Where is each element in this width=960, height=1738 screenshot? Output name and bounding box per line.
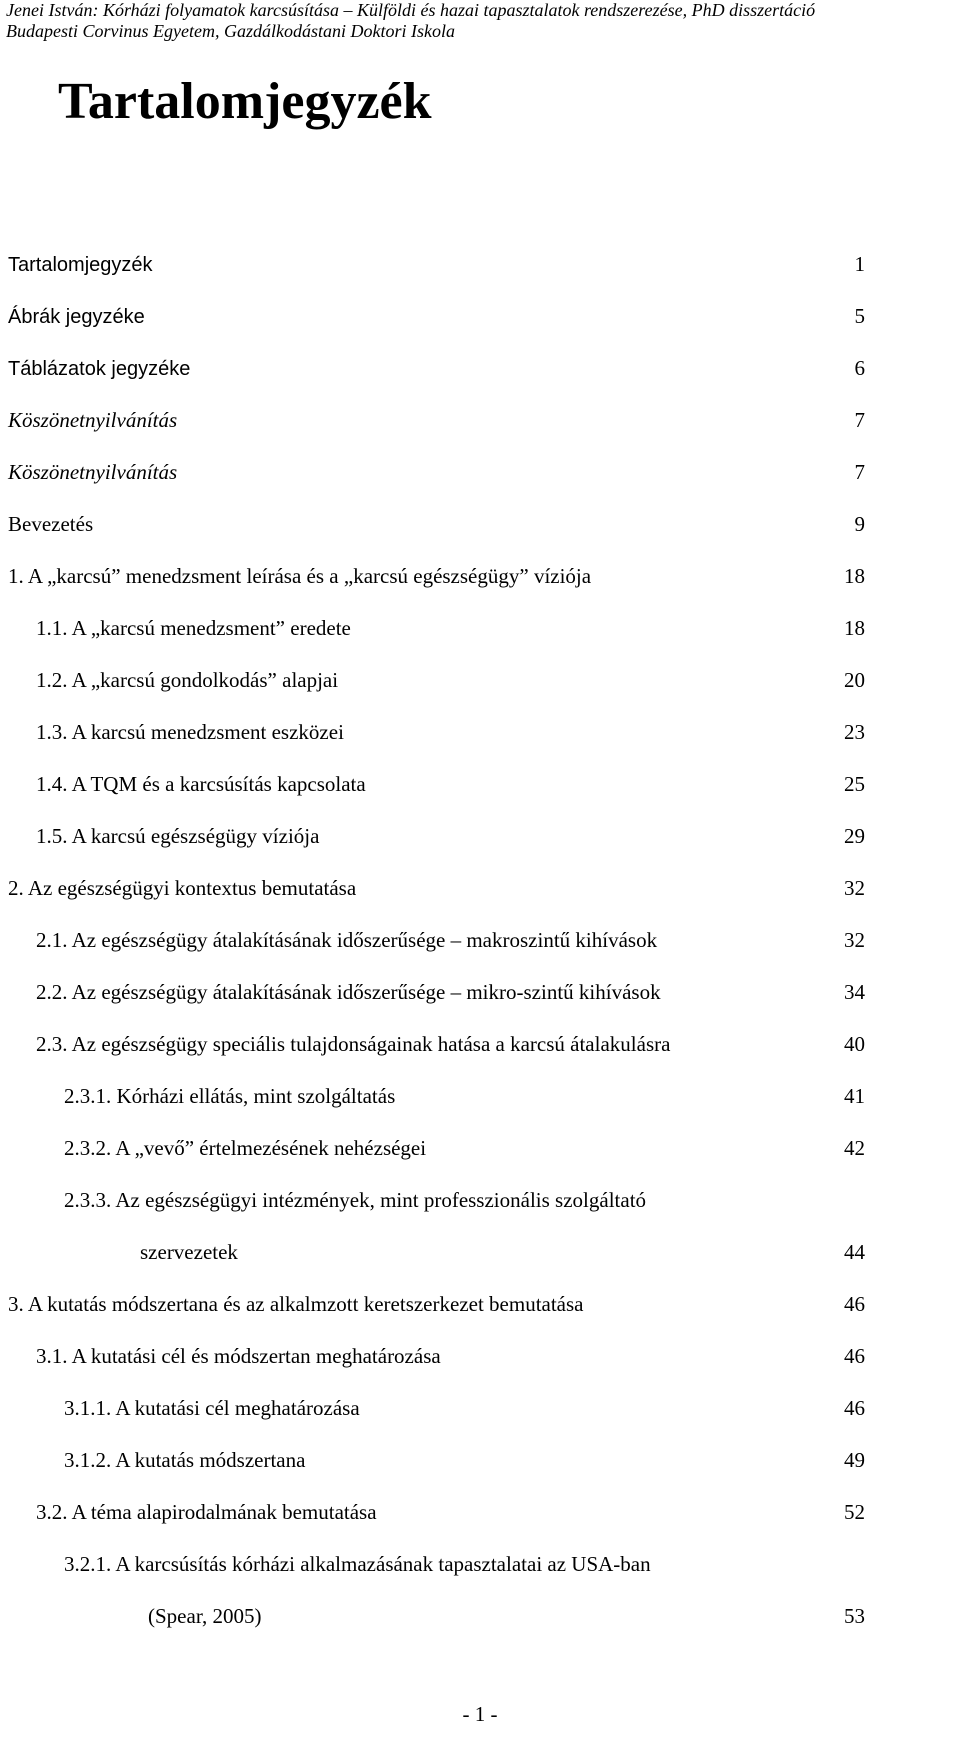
toc-entry-first-line[interactable]: 2.3.3. Az egészségügyi intézmények, mint professzionális szolgáltató	[64, 1188, 647, 1212]
toc-entry[interactable]	[64, 1395, 865, 1421]
toc-entry[interactable]	[8, 355, 865, 382]
toc-entry-label: 1. A „karcsú” menedzsment leírása és a „karcsú egészségügy” víziója	[8, 564, 592, 588]
toc-entry-page: 44	[844, 1240, 865, 1264]
toc-entry-label: 3. A kutatás módszertana és az alkalmzott keretszerkezet bemutatása	[8, 1292, 584, 1316]
page-title: Tartalomjegyzék	[58, 73, 432, 130]
toc-entry-label: 2. Az egészségügyi kontextus bemutatása	[8, 876, 357, 900]
toc-entry-page: 18	[844, 616, 865, 640]
toc-entry-label: 2.3.2. A „vevő” értelmezésének nehézségei	[64, 1136, 427, 1160]
toc-entry-page: 34	[844, 980, 865, 1004]
toc-entry-label: Táblázatok jegyzéke	[8, 358, 191, 380]
header-line-1: Jenei István: Kórházi folyamatok karcsúsítása – Külföldi és hazai tapasztalatok rendszerezése, PhD disszertáció	[6, 0, 816, 20]
toc-entry-label: Tartalomjegyzék	[8, 254, 153, 276]
toc-entry[interactable]	[64, 1135, 865, 1161]
toc-entry-page: 7	[854, 408, 865, 432]
toc-entry[interactable]	[64, 1447, 865, 1473]
toc-entry[interactable]	[36, 823, 865, 849]
toc-entry-page: 46	[844, 1344, 865, 1368]
toc-entry-label: 3.1.2. A kutatás módszertana	[64, 1448, 306, 1472]
toc-entry-page: 20	[844, 668, 865, 692]
toc-entry[interactable]	[8, 303, 865, 330]
toc-entry[interactable]	[36, 1499, 865, 1525]
toc-entry-label: 3.2. A téma alapirodalmának bemutatása	[36, 1500, 377, 1524]
toc-entry-page: 42	[844, 1136, 865, 1160]
toc-entry-page: 52	[844, 1500, 865, 1524]
toc-entry[interactable]	[36, 615, 865, 641]
toc-entry-page: 46	[844, 1292, 865, 1316]
toc-entry[interactable]	[148, 1603, 865, 1629]
toc-entry-label: 2.2. Az egészségügy átalakításának időszerűsége – mikro-szintű kihívások	[36, 980, 661, 1004]
toc-entry[interactable]	[140, 1239, 865, 1265]
toc-entry[interactable]	[8, 459, 865, 485]
toc-entry-page: 5	[854, 304, 865, 328]
toc-entry[interactable]	[64, 1083, 865, 1109]
toc-entry-label: 3.1. A kutatási cél és módszertan meghatározása	[36, 1344, 441, 1368]
toc-entry-label: (Spear, 2005)	[148, 1604, 262, 1628]
toc-entry-page: 7	[854, 460, 865, 484]
toc-entry-label: 3.1.1. A kutatási cél meghatározása	[64, 1396, 360, 1420]
toc-entry[interactable]	[8, 511, 865, 537]
toc-entry-page: 46	[844, 1396, 865, 1420]
header-line-2: Budapesti Corvinus Egyetem, Gazdálkodástani Doktori Iskola	[6, 21, 455, 41]
toc-entry-label: Bevezetés	[8, 512, 94, 536]
toc-entry[interactable]	[8, 407, 865, 433]
toc-entry-label: 2.3.1. Kórházi ellátás, mint szolgáltatás	[64, 1084, 396, 1108]
toc-entry-page: 1	[854, 252, 865, 276]
toc-entry-page: 18	[844, 564, 865, 588]
toc-entry-page: 6	[854, 356, 865, 380]
toc-entry-label: 1.2. A „karcsú gondolkodás” alapjai	[36, 668, 339, 692]
toc-entry-page: 29	[844, 824, 865, 848]
toc-entry[interactable]	[8, 251, 865, 278]
toc-entry[interactable]	[36, 771, 865, 797]
toc-entry-page: 40	[844, 1032, 865, 1056]
toc-entry-page: 9	[854, 512, 865, 536]
toc-entry-label: 1.5. A karcsú egészségügy víziója	[36, 824, 320, 848]
running-header	[6, 0, 815, 42]
toc-entry-label: 2.3. Az egészségügy speciális tulajdonságainak hatása a karcsú átalakulásra	[36, 1032, 671, 1056]
toc-entry-label: Köszönetnyilvánítás	[8, 460, 178, 484]
toc-entry[interactable]	[36, 719, 865, 745]
toc-entry-page: 41	[844, 1084, 865, 1108]
toc-entry-label: 2.1. Az egészségügy átalakításának időszerűsége – makroszintű kihívások	[36, 928, 658, 952]
toc-entry-label: 1.1. A „karcsú menedzsment” eredete	[36, 616, 351, 640]
toc-entry[interactable]	[36, 667, 865, 693]
page-number: - 1 -	[462, 1702, 498, 1726]
toc-entry-page: 32	[844, 928, 865, 952]
toc-entry[interactable]	[36, 979, 865, 1005]
toc-entry-label: szervezetek	[140, 1240, 238, 1264]
toc-entry-page: 32	[844, 876, 865, 900]
toc-entry[interactable]	[8, 1291, 865, 1317]
toc-entry[interactable]	[8, 563, 865, 589]
toc-entry-page: 23	[844, 720, 865, 744]
toc-entry-label: 1.3. A karcsú menedzsment eszközei	[36, 720, 344, 744]
toc-entry-label: 1.4. A TQM és a karcsúsítás kapcsolata	[36, 772, 366, 796]
toc-entry-label: Ábrák jegyzéke	[8, 306, 145, 328]
toc-entry-first-line[interactable]: 3.2.1. A karcsúsítás kórházi alkalmazásának tapasztalatai az USA-ban	[64, 1552, 651, 1576]
toc-entry-label: Köszönetnyilvánítás	[8, 408, 178, 432]
toc-entry[interactable]	[36, 1343, 865, 1369]
toc-entry-page: 53	[844, 1604, 865, 1628]
toc-entry[interactable]	[36, 1031, 865, 1057]
toc-entry[interactable]	[36, 927, 865, 953]
toc-entry[interactable]	[8, 875, 865, 901]
toc-entry-page: 49	[844, 1448, 865, 1472]
toc-entry-page: 25	[844, 772, 865, 796]
